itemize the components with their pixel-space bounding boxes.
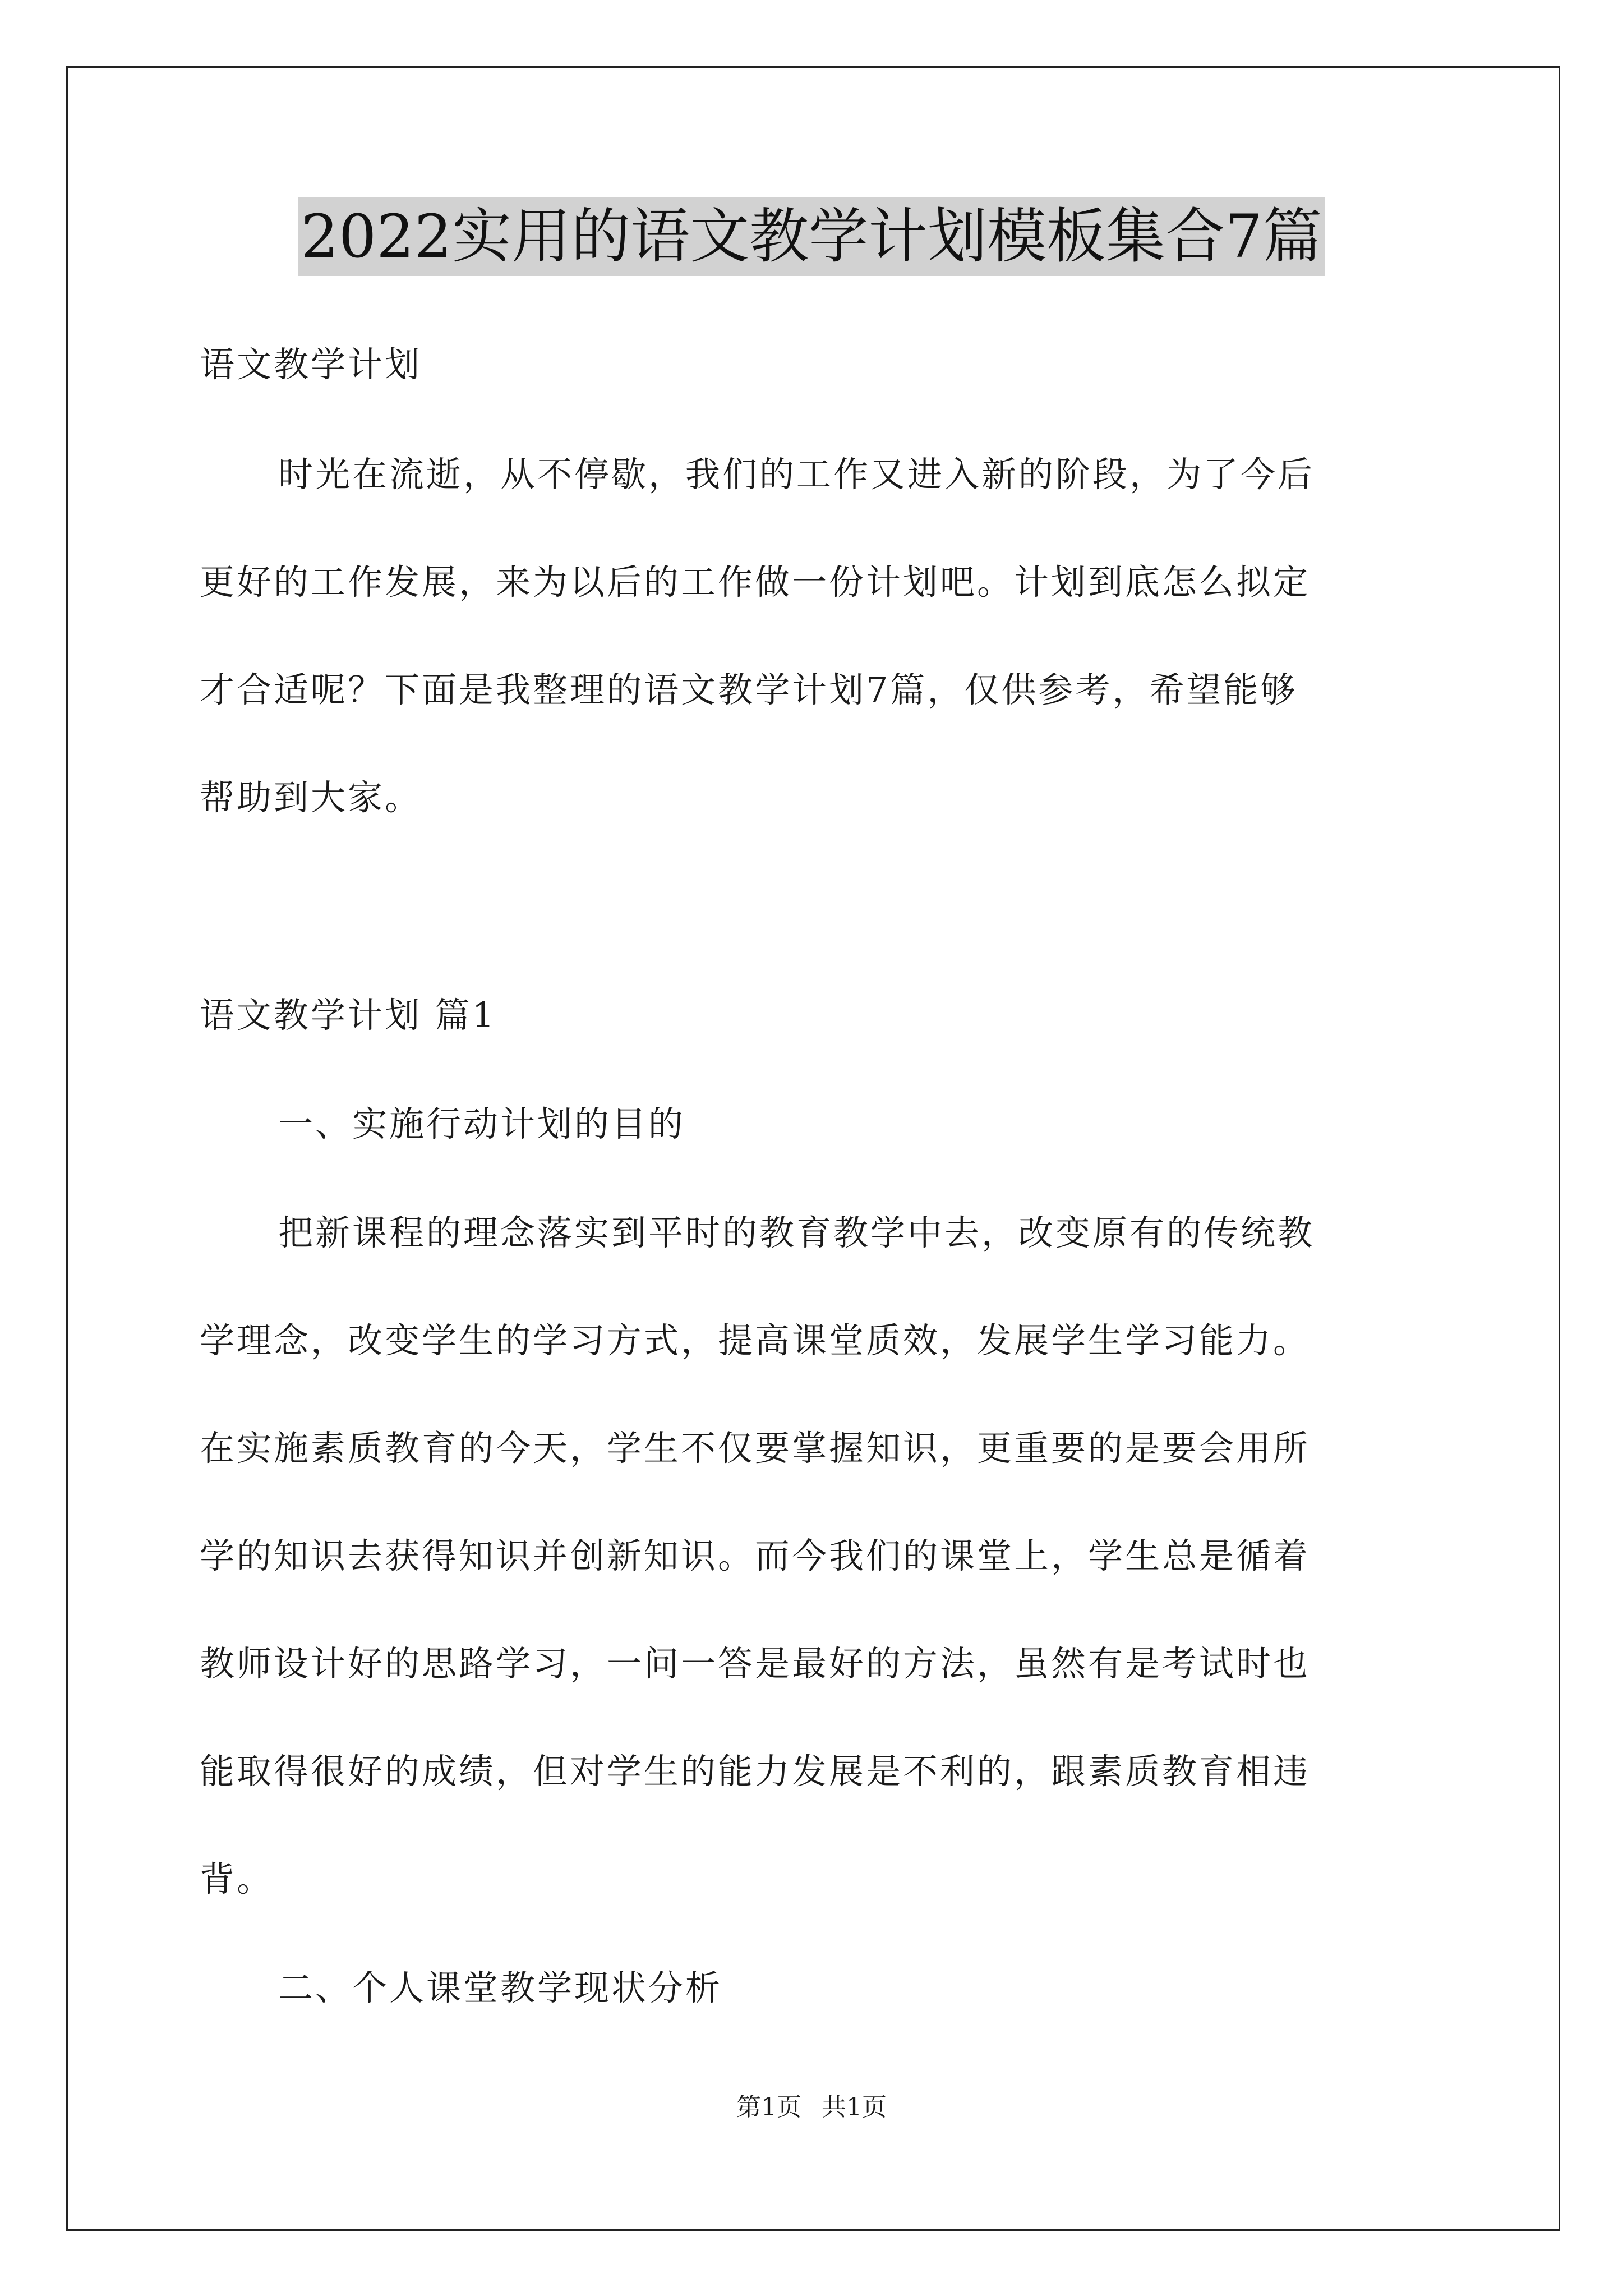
section-heading: 语文教学计划 篇1: [200, 995, 497, 1036]
body-line-2: 学理念，改变学生的学习方式，提高课堂质效，发展学生学习能力。: [200, 1320, 1311, 1361]
body-line-4: 学的知识去获得知识并创新知识。而今我们的课堂上，学生总是循着: [200, 1535, 1311, 1576]
page-footer: [0, 2091, 1623, 2124]
subheading-1: 一、实施行动计划的目的: [278, 1103, 686, 1144]
intro-line-2: 更好的工作发展，来为以后的工作做一份计划吧。计划到底怎么拟定: [200, 562, 1311, 602]
document-title: 2022实用的语文教学计划模板集合7篇: [298, 197, 1324, 276]
title-container: [0, 197, 1623, 276]
body-line-1: 把新课程的理念落实到平时的教育教学中去，改变原有的传统教: [278, 1212, 1315, 1253]
body-line-3: 在实施素质教育的今天，学生不仅要掌握知识，更重要的是要会用所: [200, 1428, 1311, 1469]
body-line-7: 背。: [200, 1858, 274, 1899]
subheading-2: 二、个人课堂教学现状分析: [278, 1967, 723, 2008]
body-line-5: 教师设计好的思路学习，一问一答是最好的方法，虽然有是考试时也: [200, 1643, 1311, 1684]
intro-line-3: 才合适呢？下面是我整理的语文教学计划7篇，仅供参考，希望能够: [200, 669, 1298, 710]
body-line-6: 能取得很好的成绩，但对学生的能力发展是不利的，跟素质教育相违: [200, 1751, 1311, 1792]
page-number: 第1页: [736, 2093, 801, 2122]
document-body: [200, 337, 1428, 2016]
page-total: 共1页: [822, 2093, 887, 2122]
doc-heading: 语文教学计划: [200, 344, 422, 385]
intro-line-1: 时光在流逝，从不停歇，我们的工作又进入新的阶段，为了今后: [278, 454, 1315, 495]
intro-line-4: 帮助到大家。: [200, 777, 422, 818]
